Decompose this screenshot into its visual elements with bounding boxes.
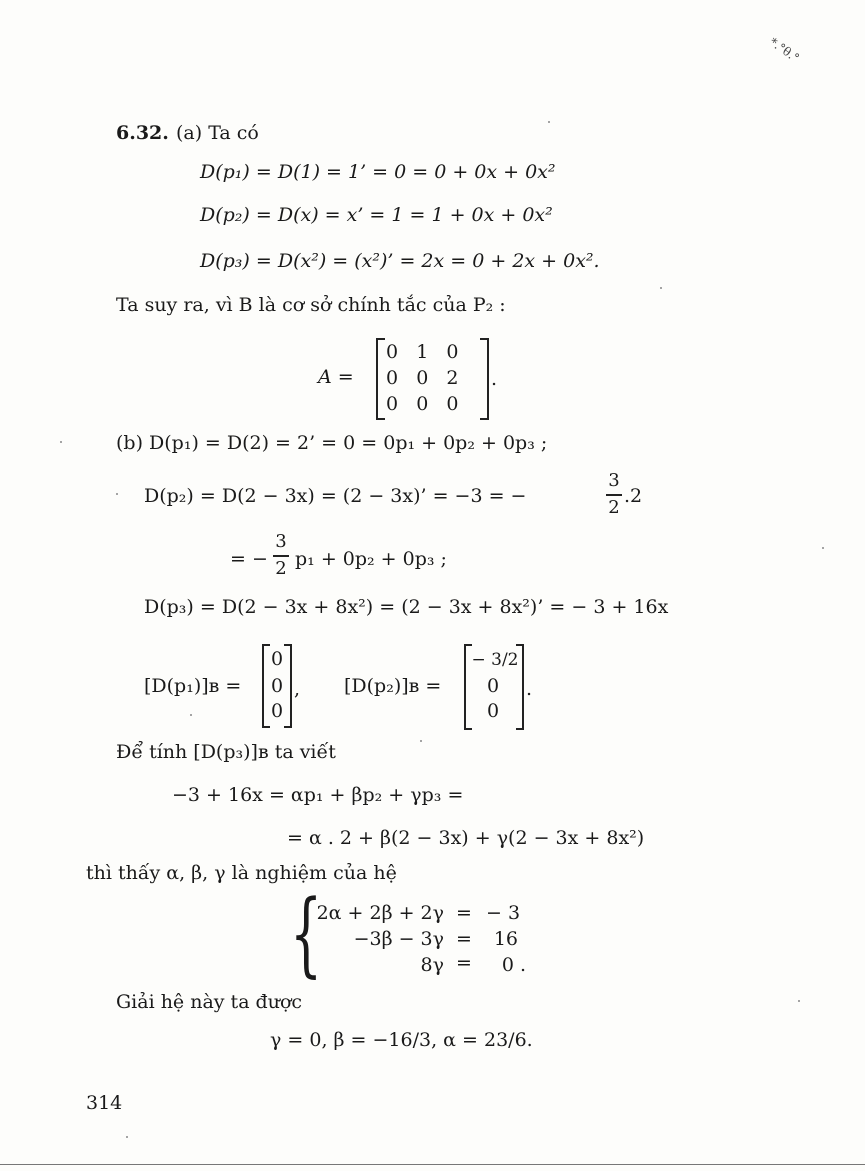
fraction-bar xyxy=(273,555,289,557)
fraction-denominator: 2 xyxy=(608,497,620,518)
part-a-line-2: D(p₂) = D(x) = x’ = 1 = 1 + 0x + 0x² xyxy=(200,204,553,226)
vector-1-entry: 0 xyxy=(270,700,284,722)
matrix-a-row-2: 0 0 2 xyxy=(386,367,459,389)
page-bottom-edge xyxy=(0,1164,865,1165)
system-row-2-eq: = xyxy=(456,928,472,950)
part-b-line-3: = − xyxy=(230,548,268,570)
exercise-number: 6.32. xyxy=(116,122,169,144)
vector-2-entry: − 3/2 xyxy=(471,650,519,670)
part-a-conclusion: Ta suy ra, vì B là cơ sở chính tắc của P₂ : xyxy=(116,294,506,316)
scan-speck xyxy=(60,441,62,443)
page-number: 314 xyxy=(86,1092,123,1114)
system-row-1-lhs: 2α + 2β + 2γ xyxy=(316,902,444,924)
part-b-line-4: D(p₃) = D(2 − 3x + 8x²) = (2 − 3x + 8x²)’ = − 3 + 16x xyxy=(144,596,669,618)
equation-line-2: = α . 2 + β(2 − 3x) + γ(2 − 3x + 8x²) xyxy=(287,827,645,849)
scan-speck xyxy=(126,1136,128,1138)
scan-speck xyxy=(116,493,118,495)
corner-mark: *.°θ.° xyxy=(766,34,802,66)
scan-speck xyxy=(822,547,824,549)
fraction-bar xyxy=(606,494,622,496)
system-row-2-rhs: 16 xyxy=(493,928,518,950)
scan-speck xyxy=(420,740,422,742)
system-row-1-eq: = xyxy=(456,902,472,924)
fraction-denominator: 2 xyxy=(275,558,287,579)
solution-line: γ = 0, β = −16/3, α = 23/6. xyxy=(270,1029,533,1051)
vector-2-right-bracket xyxy=(516,644,524,730)
scan-speck xyxy=(660,287,662,289)
matrix-a-row-1: 0 1 0 xyxy=(386,341,459,363)
vector-2-entry: 0 xyxy=(486,675,500,697)
part-b-line-3-end: p₁ + 0p₂ + 0p₃ ; xyxy=(295,548,447,570)
system-row-1-rhs: − 3 xyxy=(486,902,521,924)
vector-1-entry: 0 xyxy=(270,648,284,670)
matrix-a-row-3: 0 0 0 xyxy=(386,393,459,415)
scan-speck xyxy=(798,1000,800,1002)
part-b-line-2: D(p₂) = D(2 − 3x) = (2 − 3x)’ = −3 = − xyxy=(144,485,527,507)
system-row-2-lhs: −3β − 3γ xyxy=(353,928,444,950)
matrix-a-period: . xyxy=(491,368,498,390)
system-row-3-eq: = xyxy=(456,952,472,974)
fraction-numerator: 3 xyxy=(275,531,287,552)
scan-speck xyxy=(190,714,192,716)
vector-1-entry: 0 xyxy=(270,675,284,697)
part-b-line-1: (b) D(p₁) = D(2) = 2’ = 0 = 0p₁ + 0p₂ + 0p₃ ; xyxy=(116,432,548,454)
compute-intro: Để tính [D(p₃)]ʙ ta viết xyxy=(116,741,336,763)
scan-speck xyxy=(548,121,550,123)
part-a-line-1: D(p₁) = D(1) = 1’ = 0 = 0 + 0x + 0x² xyxy=(200,161,556,183)
part-b-line-2-end: .2 xyxy=(624,485,643,507)
equation-line-1: −3 + 16x = αp₁ + βp₂ + γp₃ = xyxy=(172,784,464,806)
vector-1-label: [D(p₁)]ʙ = xyxy=(144,675,242,697)
system-intro: thì thấy α, β, γ là nghiệm của hệ xyxy=(86,862,397,884)
vector-2-period: . xyxy=(526,678,533,700)
matrix-a-left-bracket xyxy=(376,338,385,420)
matrix-a-label: A = xyxy=(318,366,354,388)
vector-1-right-bracket xyxy=(284,644,292,728)
part-a-intro: (a) Ta có xyxy=(176,122,259,144)
vector-2-label: [D(p₂)]ʙ = xyxy=(344,675,442,697)
fraction-numerator: 3 xyxy=(608,470,620,491)
vector-1-separator: , xyxy=(294,678,301,700)
vector-2-entry: 0 xyxy=(486,700,500,722)
system-row-3-rhs: 0 . xyxy=(501,954,526,976)
solve-intro: Giải hệ này ta được xyxy=(116,991,303,1013)
matrix-a-right-bracket xyxy=(480,338,489,420)
system-row-3-lhs: 8γ xyxy=(420,954,444,976)
vector-1-left-bracket xyxy=(262,644,270,728)
system-brace: { xyxy=(290,880,323,987)
part-a-line-3: D(p₃) = D(x²) = (x²)’ = 2x = 0 + 2x + 0x². xyxy=(200,250,600,272)
